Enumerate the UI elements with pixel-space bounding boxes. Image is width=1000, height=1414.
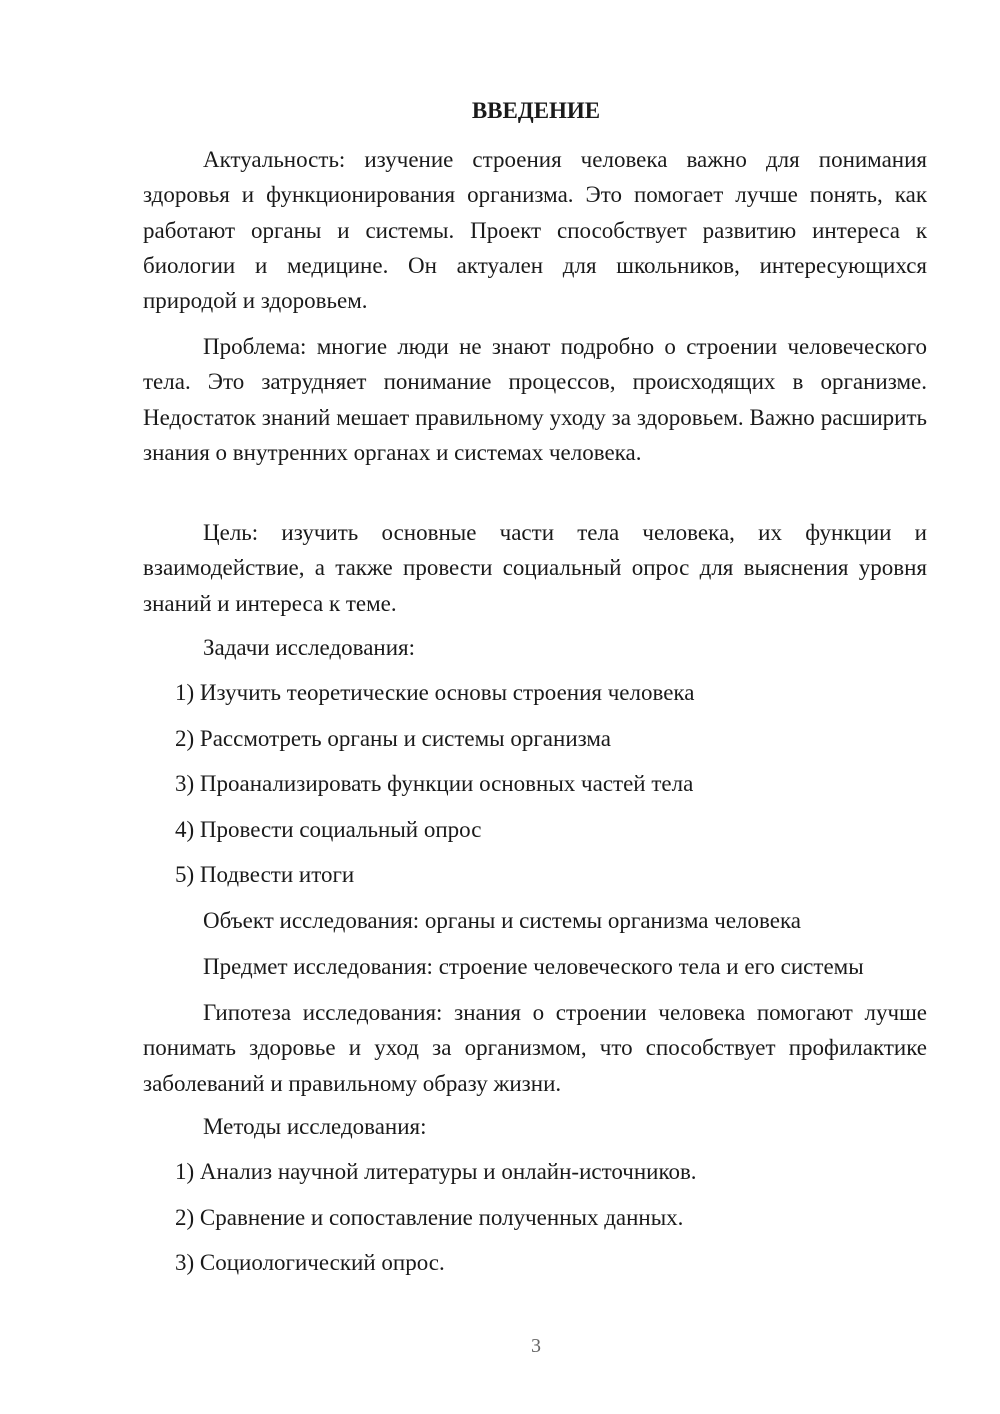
- page-title: ВВЕДЕНИЕ: [471, 98, 601, 123]
- research-subject: Предмет исследования: строение человеческого тела и его системы: [203, 954, 864, 979]
- page-number: 3: [531, 1335, 541, 1357]
- hypothesis-paragraph: Гипотеза исследования: знания о строении человека помогают лучше понимать здоровье и уход за организмом, что способствует профилактике заболеваний и правильному образу жизни.: [143, 1000, 927, 1096]
- task-item: 4) Провести социальный опрос: [175, 817, 482, 842]
- method-item: 3) Социологический опрос.: [175, 1250, 445, 1275]
- method-item: 2) Сравнение и сопоставление полученных данных.: [175, 1205, 684, 1230]
- task-item: 1) Изучить теоретические основы строения человека: [175, 680, 695, 705]
- methods-heading: Методы исследования:: [203, 1114, 427, 1139]
- task-item: 3) Проанализировать функции основных частей тела: [175, 771, 694, 796]
- problem-paragraph: Проблема: многие люди не знают подробно о строении человеческого тела. Это затрудняет понимание процессов, происходящих в организме. Недостаток знаний мешает правильному уходу за здоровьем. Важно расширить знания о внутренних органах и системах человека.: [143, 334, 927, 465]
- tasks-heading: Задачи исследования:: [203, 635, 416, 660]
- task-item: 5) Подвести итоги: [175, 862, 355, 887]
- relevance-paragraph: Актуальность: изучение строения человека важно для понимания здоровья и функционирования организма. Это помогает лучше понять, как работают органы и системы. Проект способствует развитию интереса к биологии и медицине. Он актуален для школьников, интересующихся природой и здоровьем.: [143, 147, 927, 314]
- method-item: 1) Анализ научной литературы и онлайн-источников.: [175, 1159, 697, 1184]
- task-item: 2) Рассмотреть органы и системы организма: [175, 726, 611, 751]
- research-object: Объект исследования: органы и системы организма человека: [203, 908, 801, 933]
- goal-paragraph: Цель: изучить основные части тела человека, их функции и взаимодействие, а также провести социальный опрос для выяснения уровня знаний и интереса к теме.: [143, 520, 927, 616]
